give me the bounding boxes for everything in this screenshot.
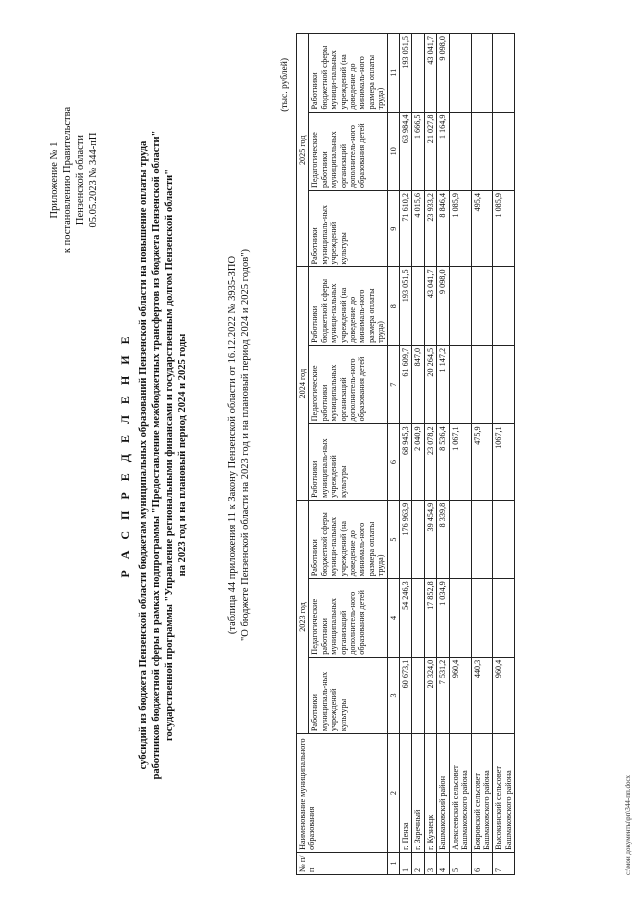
- approval-stamp: [48, 60, 100, 300]
- column-header-name: Наименование муниципального образования: [297, 734, 388, 853]
- value-cell: 193 051,5: [400, 267, 412, 345]
- column-index: 7: [387, 345, 399, 423]
- row-number: 6: [471, 852, 493, 874]
- value-cell: [449, 500, 471, 578]
- column-index: 4: [387, 579, 399, 657]
- column-header-pedagogic: Педагогические работники муниципальных организаций дополнитель-ного образования детей: [309, 112, 387, 190]
- value-cell: 8 339,8: [437, 500, 449, 578]
- column-index-row: [387, 34, 399, 875]
- column-header-budget-sphere: Работники бюджетной сферы муници-пальных учреждений (на доведение до минималь-ного размера оплаты труда): [309, 267, 387, 345]
- approval-line: к постановлению Правительства: [62, 106, 73, 254]
- table-row: [449, 34, 471, 875]
- title-heading: Р А С П Р Е Д Е Л Е Н И Е: [118, 332, 132, 578]
- table-row: [400, 34, 412, 875]
- value-cell: [412, 34, 424, 113]
- basis-line: "О бюджете Пензенской области на 2023 год и на плановый период 2024 и 2025 годов"): [240, 248, 251, 642]
- value-cell: 960,4: [493, 657, 515, 733]
- table-row: [471, 34, 493, 875]
- column-index: 8: [387, 267, 399, 345]
- municipality-name: Высокинский сельсовет Башмаковского района: [493, 734, 515, 853]
- column-index: 2: [387, 734, 399, 853]
- municipality-name: г. Пенза: [400, 734, 412, 853]
- value-cell: 23 078,2: [424, 424, 436, 500]
- basis-line: (таблица 44 приложения 11 к Закону Пензенской области от 16.12.2022 № 3935-ЗПО: [227, 255, 238, 635]
- value-cell: 475,9: [471, 424, 493, 500]
- value-cell: 440,3: [471, 657, 493, 733]
- unit-label: (тыс. рублей): [280, 58, 290, 112]
- municipality-name: г. Кузнецк: [424, 734, 436, 853]
- value-cell: 20 324,0: [424, 657, 436, 733]
- row-number: 1: [400, 852, 412, 874]
- value-cell: [412, 657, 424, 733]
- column-header-pedagogic: Педагогические работники муниципальных организаций дополнитель-ного образования детей: [309, 345, 387, 423]
- value-cell: 63 984,4: [400, 112, 412, 190]
- row-number: 3: [424, 852, 436, 874]
- value-cell: 495,4: [471, 191, 493, 267]
- column-header-budget-sphere: Работники бюджетной сферы муници-пальных учреждений (на доведение до минималь-ного размера оплаты труда): [309, 34, 387, 113]
- value-cell: 4 015,6: [412, 191, 424, 267]
- value-cell: [412, 267, 424, 345]
- value-cell: 1 147,2: [437, 345, 449, 423]
- column-header-culture: Работники муниципаль-ных учреждений культуры: [309, 657, 387, 733]
- value-cell: 1 085,9: [449, 191, 471, 267]
- column-index: 11: [387, 34, 399, 113]
- value-cell: [412, 579, 424, 657]
- value-cell: [449, 112, 471, 190]
- year-header-2025: 2025 год: [297, 34, 309, 267]
- value-cell: [449, 34, 471, 113]
- value-cell: 1067,1: [493, 424, 515, 500]
- municipality-name: Бояровский сельсовет Башмаковского района: [471, 734, 493, 853]
- value-cell: 193 051,5: [400, 34, 412, 113]
- value-cell: [493, 345, 515, 423]
- row-number: 7: [493, 852, 515, 874]
- value-cell: 8 846,4: [437, 191, 449, 267]
- column-header-budget-sphere: Работники бюджетной сферы муници-пальных учреждений (на доведение до минималь-ного размера оплаты труда): [309, 500, 387, 578]
- document-title: [118, 75, 189, 835]
- year-header-2024: 2024 год: [297, 267, 309, 500]
- value-cell: [493, 112, 515, 190]
- value-cell: 2 040,9: [412, 424, 424, 500]
- title-line: на 2023 год и на плановый период 2024 и 2025 годы: [177, 333, 188, 577]
- table-row: [493, 34, 515, 875]
- value-cell: 23 933,2: [424, 191, 436, 267]
- municipality-name: Башмаковский район: [437, 734, 449, 853]
- table-row: [437, 34, 449, 875]
- value-cell: 1 034,9: [437, 579, 449, 657]
- value-cell: 20 264,5: [424, 345, 436, 423]
- value-cell: [471, 579, 493, 657]
- title-line: работников бюджетной сферы в рамках подпрограммы "Предоставление межбюджетных трансфертов из бюджета Пензенской области": [151, 130, 162, 780]
- value-cell: 9 098,0: [437, 34, 449, 113]
- value-cell: 61 609,7: [400, 345, 412, 423]
- value-cell: 9 098,0: [437, 267, 449, 345]
- value-cell: [471, 112, 493, 190]
- column-header-culture: Работники муниципаль-ных учреждений культуры: [309, 191, 387, 267]
- value-cell: 176 963,9: [400, 500, 412, 578]
- value-cell: 68 945,3: [400, 424, 412, 500]
- value-cell: 43 041,7: [424, 34, 436, 113]
- value-cell: 54 246,3: [400, 579, 412, 657]
- value-cell: 1 666,5: [412, 112, 424, 190]
- column-index: 1: [387, 852, 399, 874]
- column-header-pedagogic: Педагогические работники муниципальных организаций дополнитель-ного образования детей: [309, 579, 387, 657]
- value-cell: [471, 34, 493, 113]
- value-cell: 43 041,7: [424, 267, 436, 345]
- title-line: субсидий из бюджета Пензенской области бюджетам муниципальных образований Пензенской области на повышение оплаты труда: [138, 140, 149, 770]
- value-cell: 60 673,1: [400, 657, 412, 733]
- approval-line: Пензенской области: [75, 134, 86, 226]
- row-number: 5: [449, 852, 471, 874]
- value-cell: [493, 34, 515, 113]
- approval-line: Приложение № 1: [49, 141, 60, 219]
- value-cell: 960,4: [449, 657, 471, 733]
- value-cell: 21 027,8: [424, 112, 436, 190]
- value-cell: [412, 500, 424, 578]
- row-number: 4: [437, 852, 449, 874]
- approval-line: 05.05.2023 № 344-пП: [88, 132, 99, 228]
- value-cell: [493, 500, 515, 578]
- title-line: государственной программы "Управление региональными финансами и государственным долгом Пензенской области": [164, 168, 175, 742]
- value-cell: 7 531,2: [437, 657, 449, 733]
- column-index: 3: [387, 657, 399, 733]
- column-index: 5: [387, 500, 399, 578]
- file-path-footer: c:\мои документы\рп\344-пп.docx: [624, 774, 632, 875]
- column-index: 6: [387, 424, 399, 500]
- value-cell: 1 085,9: [493, 191, 515, 267]
- value-cell: 17 852,8: [424, 579, 436, 657]
- table-row: [424, 34, 436, 875]
- value-cell: [493, 579, 515, 657]
- value-cell: [449, 579, 471, 657]
- table-row: [412, 34, 424, 875]
- distribution-table: [296, 33, 515, 875]
- column-index: 10: [387, 112, 399, 190]
- value-cell: 847,0: [412, 345, 424, 423]
- value-cell: 8 536,4: [437, 424, 449, 500]
- value-cell: [449, 345, 471, 423]
- value-cell: 71 610,2: [400, 191, 412, 267]
- value-cell: [471, 267, 493, 345]
- value-cell: [471, 500, 493, 578]
- value-cell: [471, 345, 493, 423]
- column-index: 9: [387, 191, 399, 267]
- column-header-culture: Работники муниципаль-ных учреждений культуры: [309, 424, 387, 500]
- municipality-name: Алексеевский сельсовет Башмаковского района: [449, 734, 471, 853]
- year-header-2023: 2023 год: [297, 500, 309, 733]
- value-cell: [449, 267, 471, 345]
- row-number: 2: [412, 852, 424, 874]
- header-row-years: [297, 34, 309, 875]
- value-cell: 39 454,9: [424, 500, 436, 578]
- value-cell: 1 067,1: [449, 424, 471, 500]
- value-cell: 1 164,9: [437, 112, 449, 190]
- municipality-name: г. Заречный: [412, 734, 424, 853]
- legal-basis: [226, 105, 252, 785]
- column-header-num: № п/п: [297, 852, 388, 874]
- value-cell: [493, 267, 515, 345]
